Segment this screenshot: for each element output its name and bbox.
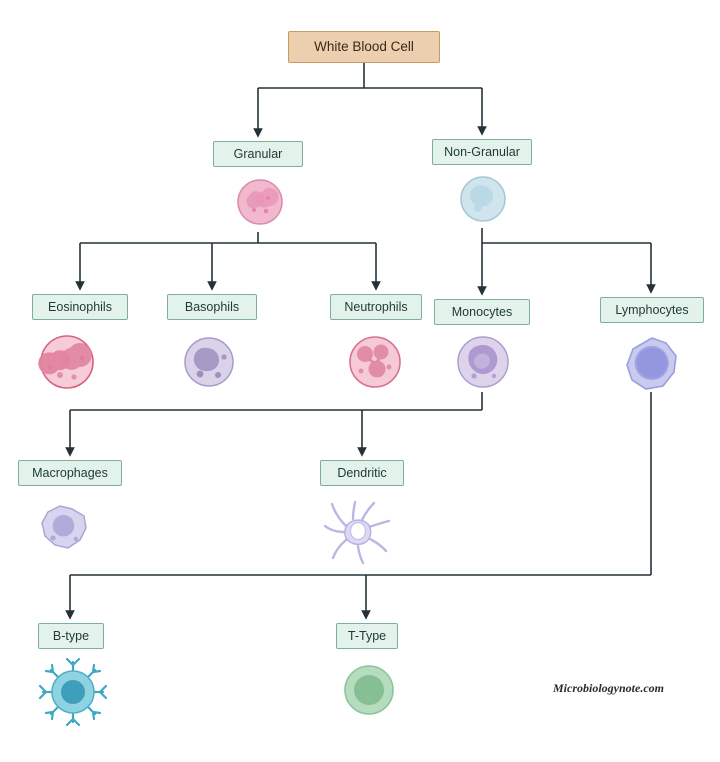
node-white-blood-cell[interactable] (288, 31, 440, 63)
node-monocytes[interactable] (434, 299, 530, 325)
non-granular-cell-illustration (456, 172, 510, 226)
node-macrophages[interactable] (18, 460, 122, 486)
node-dendritic[interactable] (320, 460, 404, 486)
watermark: Microbiologynote.com (553, 681, 664, 695)
node-t-type[interactable] (336, 623, 398, 649)
node-label: Non-Granular (444, 144, 520, 159)
node-label: Monocytes (451, 304, 513, 319)
node-label: Dendritic (337, 465, 387, 480)
node-basophils[interactable] (167, 294, 257, 320)
node-granular[interactable] (213, 141, 303, 167)
basophil-cell-illustration (180, 333, 238, 391)
node-label: Lymphocytes (615, 302, 689, 317)
node-label: Eosinophils (48, 299, 112, 314)
node-label: Macrophages (32, 465, 108, 480)
dendritic-cell-illustration (322, 496, 392, 566)
t-cell-illustration (340, 661, 398, 719)
granular-cell-illustration (234, 176, 286, 228)
node-b-type[interactable] (38, 623, 104, 649)
node-label: White Blood Cell (314, 39, 414, 55)
node-label: Neutrophils (344, 299, 408, 314)
node-label: Granular (233, 146, 283, 161)
node-lymphocytes[interactable] (600, 297, 704, 323)
eosinophil-cell-illustration (36, 331, 98, 393)
node-eosinophils[interactable] (32, 294, 128, 320)
node-neutrophils[interactable] (330, 294, 422, 320)
node-label: T-Type (347, 628, 387, 643)
b-cell-illustration (36, 655, 110, 729)
monocyte-cell-illustration (452, 331, 514, 393)
node-label: B-type (52, 628, 90, 643)
node-label: Basophils (184, 299, 240, 314)
lymphocyte-cell-illustration (622, 334, 682, 394)
neutrophil-cell-illustration (344, 331, 406, 393)
macrophage-cell-illustration (36, 498, 94, 556)
node-non-granular[interactable] (432, 139, 532, 165)
